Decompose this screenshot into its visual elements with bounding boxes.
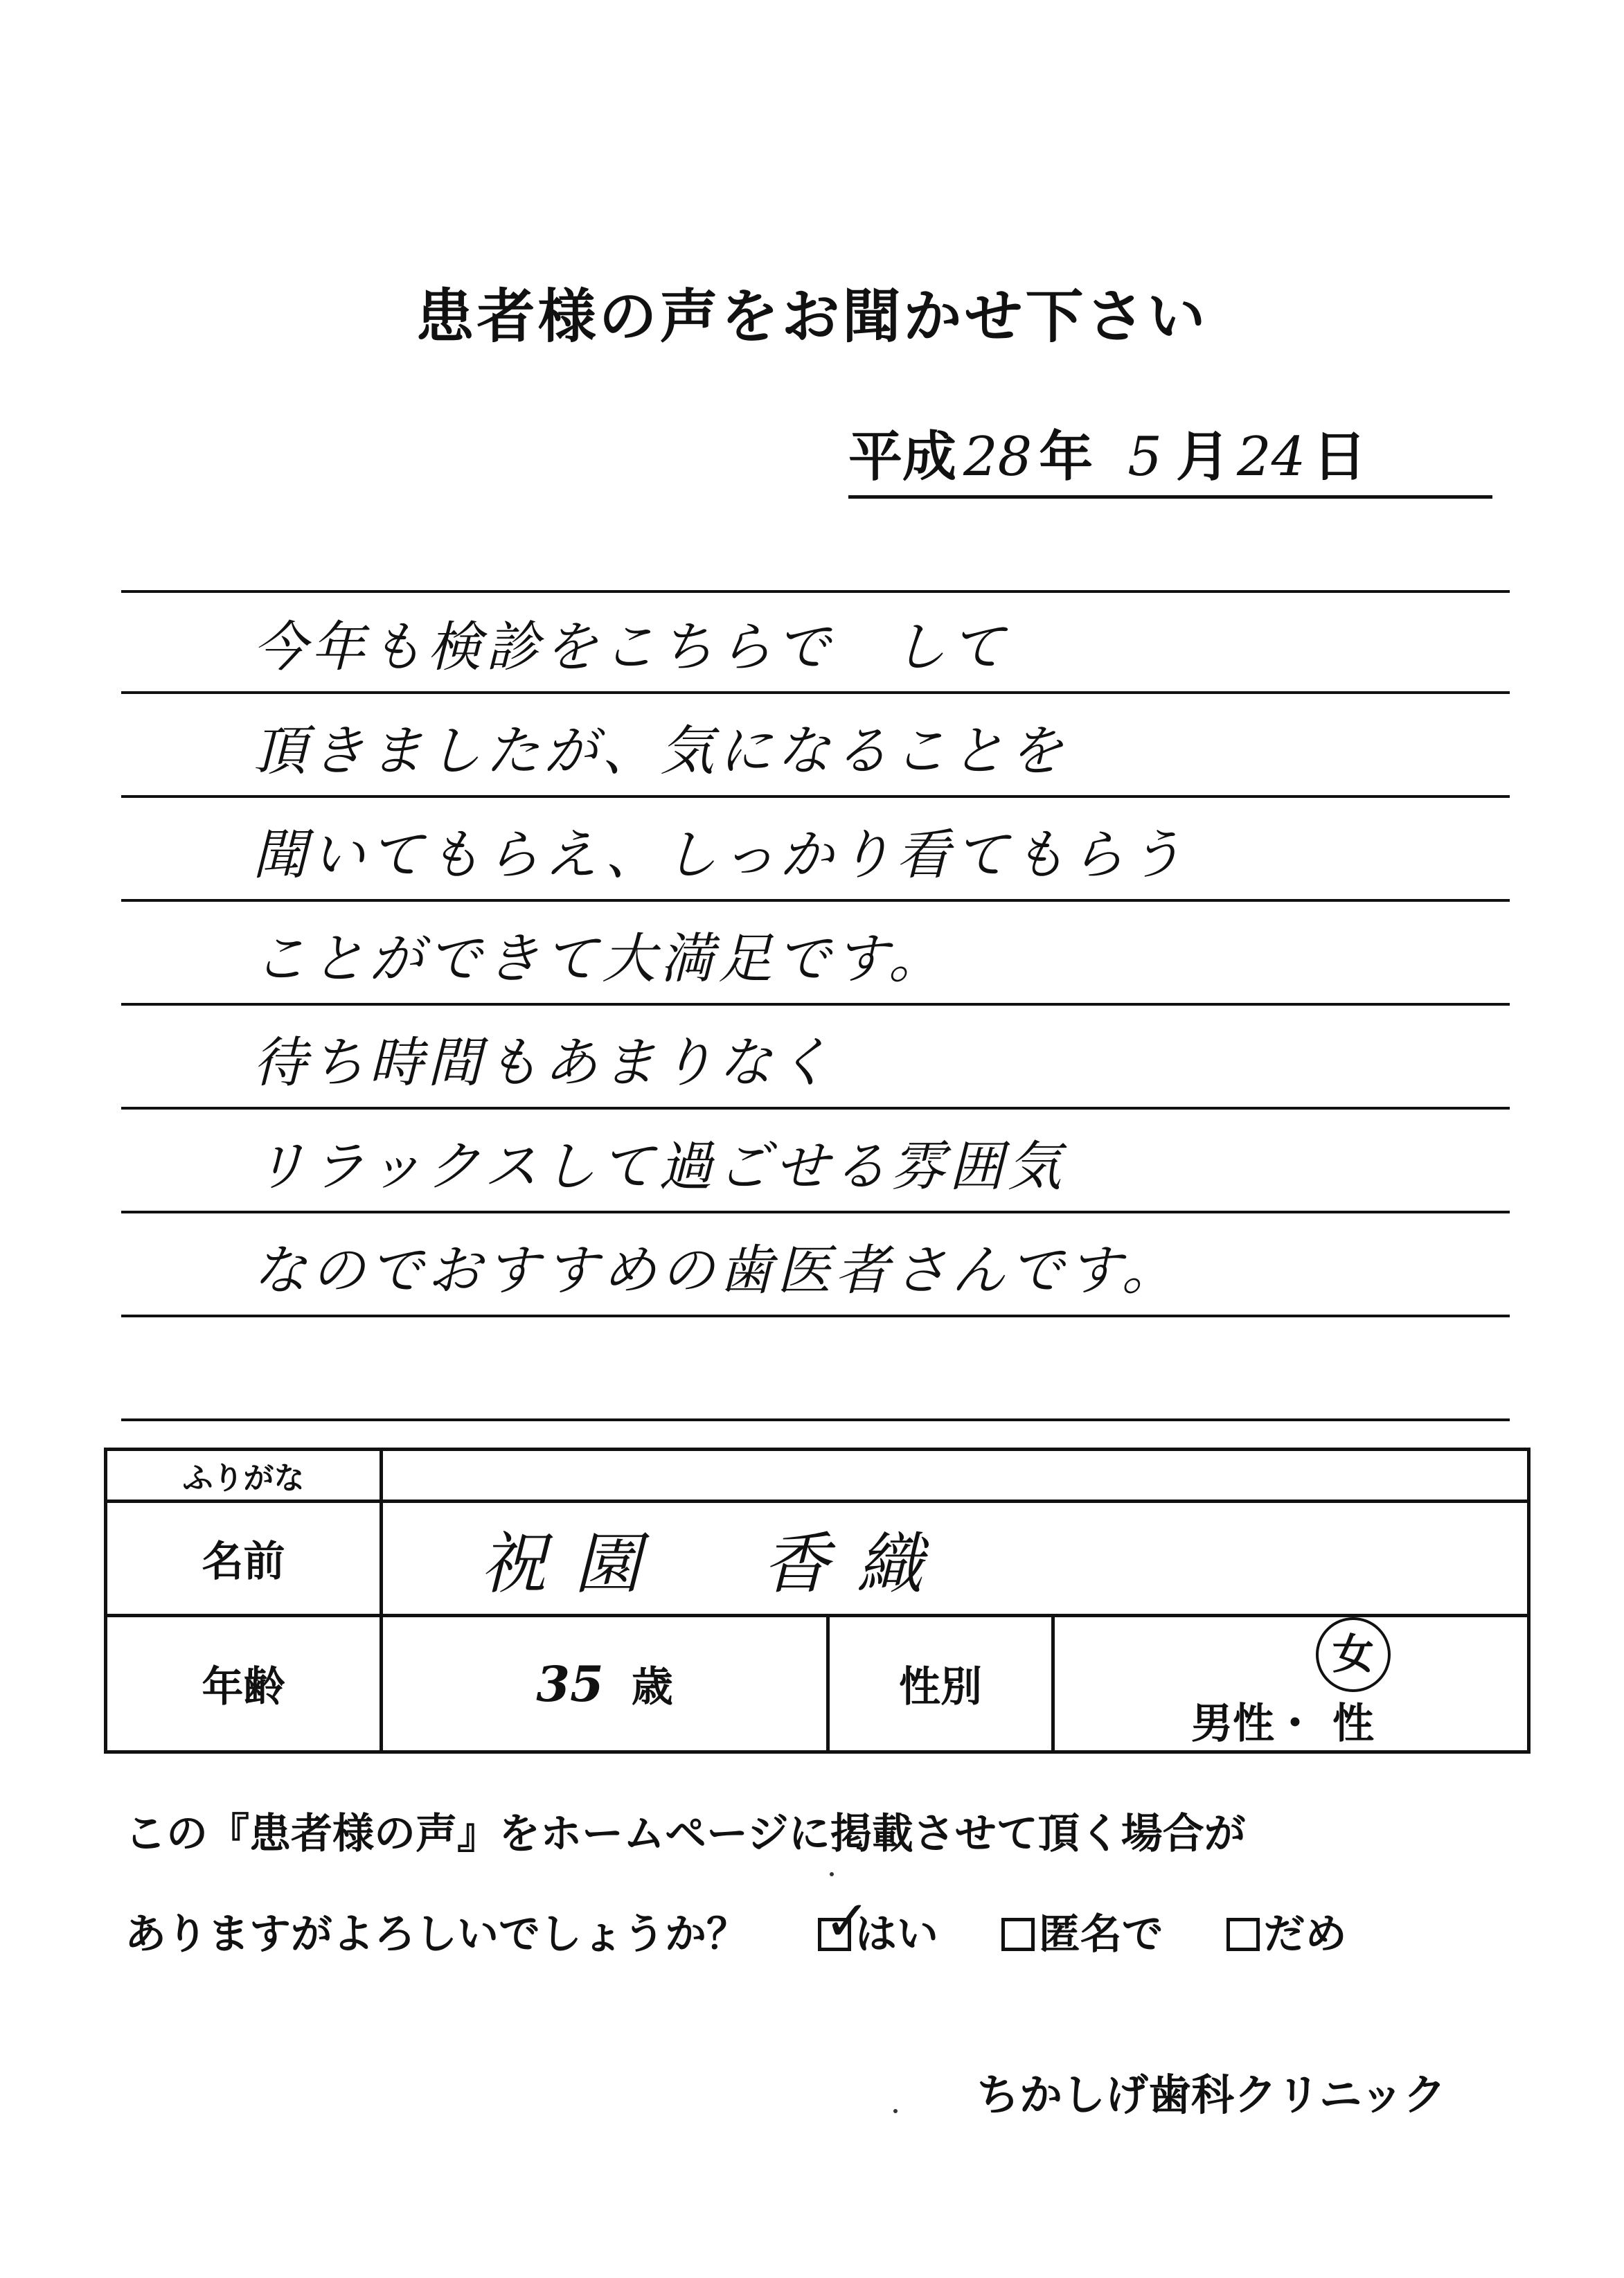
comment-text: ことができて大満足です。 <box>253 928 947 990</box>
comment-text: 待ち時間もあまりなく <box>253 1032 835 1094</box>
comment-text: 聞いてもらえ、しっかり看てもらう <box>253 824 1187 887</box>
option-yes-label: はい <box>855 1910 938 1959</box>
comment-area <box>121 590 1510 1421</box>
consent-options <box>818 1889 1347 1961</box>
date-era: 平成 <box>848 426 957 488</box>
date-line <box>848 419 1492 499</box>
comment-line <box>121 694 1510 798</box>
comment-text: 頂きましたが、気になることを <box>253 720 1068 783</box>
comment-line <box>121 798 1510 902</box>
comment-line <box>121 1006 1510 1110</box>
comment-line <box>121 590 1510 694</box>
checkmark-icon: ✓ <box>823 1889 871 1953</box>
consent-question-line2: ありますがよろしいでしょうか？ <box>125 1910 748 1959</box>
consent-question-row <box>125 1889 1347 1961</box>
clinic-name: ちかしげ歯科クリニック <box>976 2070 1447 2120</box>
comment-line <box>121 1317 1510 1421</box>
gender-male: 男性 <box>1191 1700 1275 1748</box>
checkbox-no[interactable] <box>1226 1918 1260 1951</box>
date-day-unit: 日 <box>1312 426 1367 488</box>
comment-text: なのでおすすめの歯医者さんです。 <box>253 1240 1180 1302</box>
gender-separator: ・ <box>1274 1700 1317 1748</box>
date-month-unit: 月 <box>1175 426 1230 488</box>
date-year: 28 <box>963 426 1033 488</box>
gender-female: 女性 <box>1332 1630 1375 1748</box>
age-gender-row <box>106 1616 1529 1752</box>
comment-text: 今年も検診をこちらで して <box>253 616 1009 679</box>
furigana-field <box>382 1450 1529 1502</box>
gender-female-circled <box>1316 1617 1391 1748</box>
consent-option-anonymous[interactable] <box>1001 1901 1163 1961</box>
age-field <box>382 1616 828 1752</box>
age-value: 35 <box>536 1655 604 1713</box>
consent-option-yes[interactable] <box>818 1889 938 1961</box>
gender-field <box>1053 1616 1529 1752</box>
name-field: 祝園 香織 <box>382 1502 1529 1616</box>
age-label: 年齢 <box>106 1616 382 1752</box>
checkbox-anonymous[interactable] <box>1001 1918 1035 1951</box>
date-day: 24 <box>1236 426 1306 488</box>
age-unit: 歳 <box>631 1663 673 1711</box>
patient-info-table <box>104 1448 1531 1754</box>
consent-question-line1: この『患者様の声』をホームページに掲載させて頂く場合が <box>125 1810 1246 1858</box>
furigana-row <box>106 1450 1529 1502</box>
gender-label: 性別 <box>828 1616 1053 1752</box>
date-year-unit: 年 <box>1039 426 1094 488</box>
comment-line <box>121 1213 1510 1317</box>
comment-line <box>121 902 1510 1006</box>
furigana-label: ふりがな <box>106 1450 382 1502</box>
option-no-label: だめ <box>1263 1910 1347 1959</box>
form-title: 患者様の声をお聞かせ下さい <box>416 283 1208 350</box>
checkbox-yes[interactable] <box>818 1889 871 1953</box>
consent-option-no[interactable] <box>1226 1901 1347 1961</box>
comment-text: リラックスして過ごせる雰囲気 <box>253 1136 1066 1198</box>
name-label: 名前 <box>106 1502 382 1616</box>
date-month: 5 <box>1127 426 1162 488</box>
scan-speck <box>893 2109 898 2113</box>
option-anonymous-label: 匿名で <box>1038 1910 1163 1959</box>
comment-line <box>121 1110 1510 1213</box>
scan-speck <box>830 1872 834 1876</box>
name-row <box>106 1502 1529 1616</box>
